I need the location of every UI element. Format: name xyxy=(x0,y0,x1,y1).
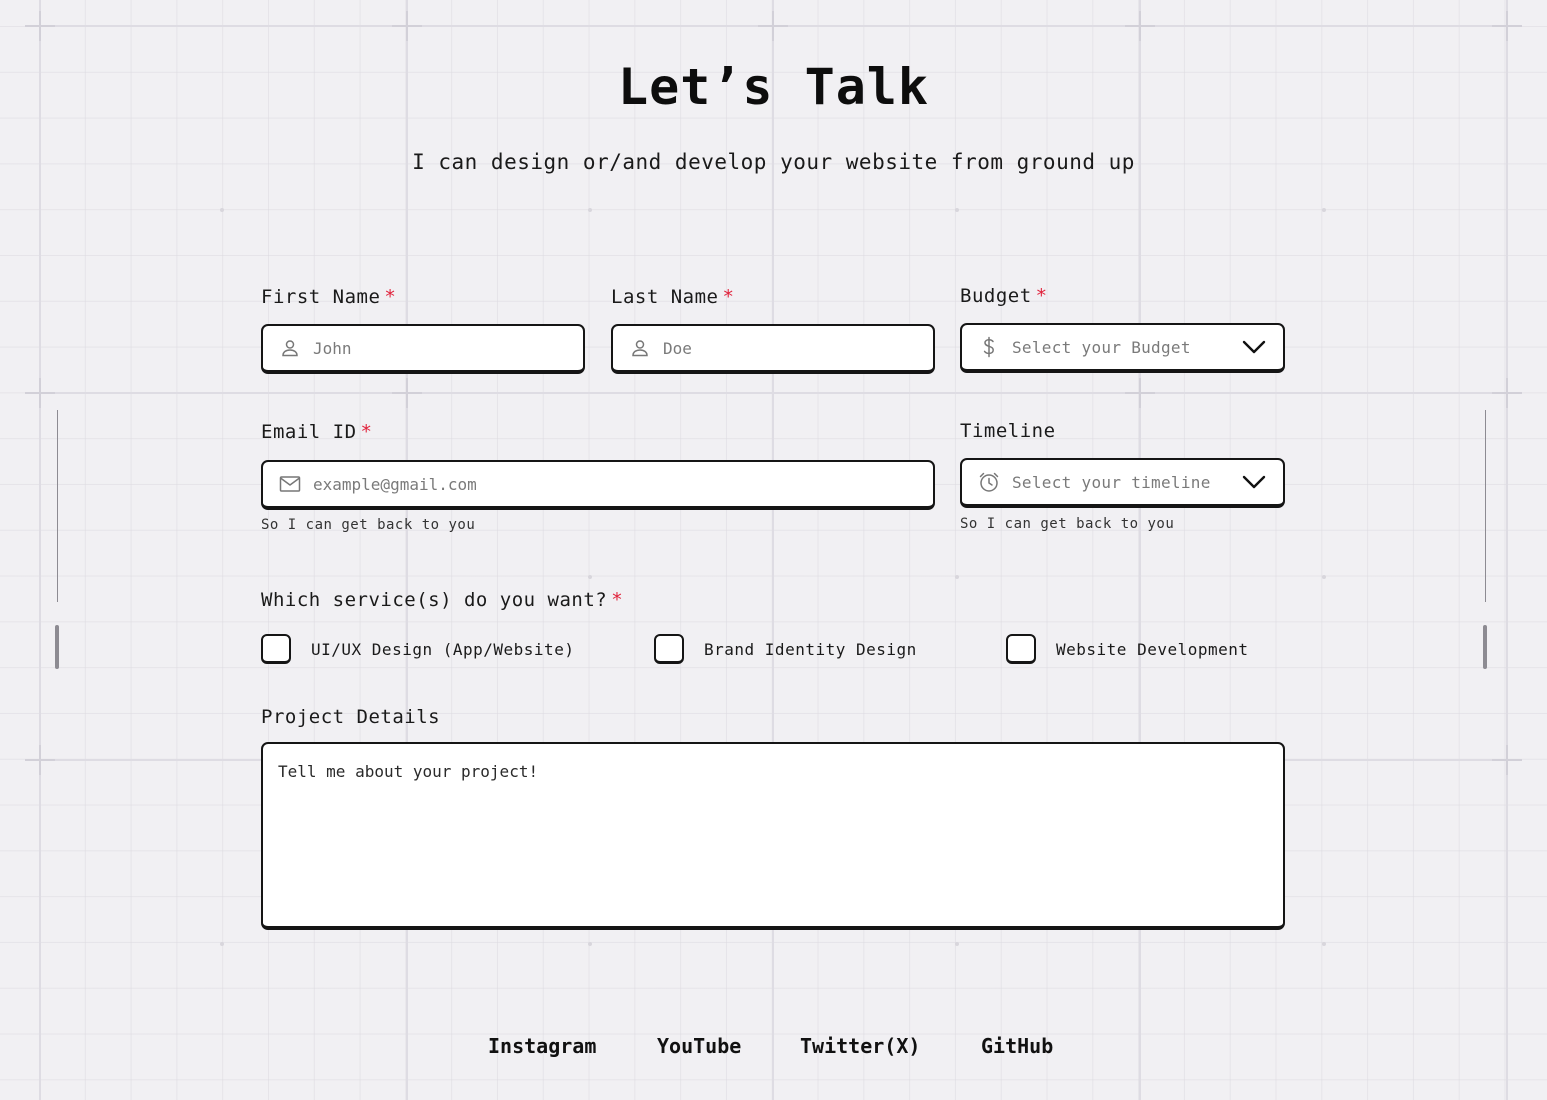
grid-dot xyxy=(588,208,592,212)
grid-dot xyxy=(955,942,959,946)
required-mark: * xyxy=(722,286,735,308)
grid-cross xyxy=(1492,11,1522,41)
alarm-clock-icon xyxy=(978,471,1000,493)
mail-icon xyxy=(279,473,301,495)
grid-dot xyxy=(588,942,592,946)
timeline-select-value: Select your timeline xyxy=(1012,472,1211,492)
grid-dot xyxy=(1322,575,1326,579)
last-name-label xyxy=(611,286,734,308)
timeline-label-text: Timeline xyxy=(960,420,1056,442)
budget-select[interactable] xyxy=(960,323,1285,373)
grid-cross xyxy=(1492,378,1522,408)
grid-dot xyxy=(220,208,224,212)
last-name-field[interactable] xyxy=(611,324,935,374)
budget-label xyxy=(960,285,1048,307)
page-title: Let’s Talk xyxy=(617,58,930,116)
service-option-uiux[interactable] xyxy=(261,634,574,664)
user-icon xyxy=(279,337,301,359)
checkbox[interactable] xyxy=(654,634,684,664)
checkbox[interactable] xyxy=(1006,634,1036,664)
checkbox[interactable] xyxy=(261,634,291,664)
grid-cross xyxy=(758,11,788,41)
instagram-link[interactable]: Instagram xyxy=(488,1034,597,1058)
grid-cross xyxy=(25,745,55,775)
grid-dot xyxy=(955,575,959,579)
email-field[interactable] xyxy=(261,460,935,510)
email-input[interactable] xyxy=(313,475,933,494)
youtube-link[interactable]: YouTube xyxy=(657,1034,742,1058)
project-details-textarea[interactable] xyxy=(261,742,1285,930)
service-option-web-dev[interactable] xyxy=(1006,634,1249,664)
page-subtitle: I can design or/and develop your website from ground up xyxy=(412,150,1135,174)
email-helper-text: So I can get back to you xyxy=(261,517,476,533)
side-rule-right xyxy=(1485,410,1486,602)
services-label xyxy=(261,589,623,611)
required-mark: * xyxy=(360,421,373,443)
last-name-input[interactable] xyxy=(663,339,933,358)
side-rule-left xyxy=(57,410,58,602)
resize-handle-right[interactable] xyxy=(1483,625,1487,669)
last-name-label-text: Last Name xyxy=(611,286,719,308)
timeline-select[interactable] xyxy=(960,458,1285,508)
timeline-helper-text: So I can get back to you xyxy=(960,516,1175,532)
grid-dot xyxy=(588,575,592,579)
dollar-icon xyxy=(978,336,1000,358)
required-mark: * xyxy=(1035,285,1048,307)
checkbox-label: UI/UX Design (App/Website) xyxy=(311,639,575,659)
grid-dot xyxy=(955,208,959,212)
first-name-label xyxy=(261,286,396,308)
project-details-label-text: Project Details xyxy=(261,706,441,728)
first-name-label-text: First Name xyxy=(261,286,381,308)
grid-cross xyxy=(392,11,422,41)
grid-line xyxy=(26,392,1521,394)
chevron-down-icon xyxy=(1241,469,1267,495)
grid-cross xyxy=(1492,745,1522,775)
email-label-text: Email ID xyxy=(261,421,357,443)
grid-cross xyxy=(1125,11,1155,41)
grid-dot xyxy=(1322,942,1326,946)
checkbox-label: Brand Identity Design xyxy=(704,639,917,659)
grid-dot xyxy=(1322,208,1326,212)
email-label xyxy=(261,421,372,443)
checkbox-label: Website Development xyxy=(1056,639,1249,659)
budget-select-value: Select your Budget xyxy=(1012,337,1191,357)
grid-cross xyxy=(25,11,55,41)
github-link[interactable]: GitHub xyxy=(981,1034,1054,1058)
resize-handle-left[interactable] xyxy=(55,625,59,669)
project-details-label xyxy=(261,706,440,728)
first-name-input[interactable] xyxy=(313,339,583,358)
grid-dot xyxy=(220,942,224,946)
first-name-field[interactable] xyxy=(261,324,585,374)
twitter-link[interactable]: Twitter(X) xyxy=(800,1034,921,1058)
required-mark: * xyxy=(611,589,624,611)
grid-cross xyxy=(392,378,422,408)
services-label-text: Which service(s) do you want? xyxy=(261,589,608,611)
required-mark: * xyxy=(384,286,397,308)
grid-cross xyxy=(1125,378,1155,408)
chevron-down-icon xyxy=(1241,334,1267,360)
user-icon xyxy=(629,337,651,359)
budget-label-text: Budget xyxy=(960,285,1032,307)
service-option-brand-identity[interactable] xyxy=(654,634,917,664)
timeline-label xyxy=(960,420,1056,442)
grid-cross xyxy=(25,378,55,408)
